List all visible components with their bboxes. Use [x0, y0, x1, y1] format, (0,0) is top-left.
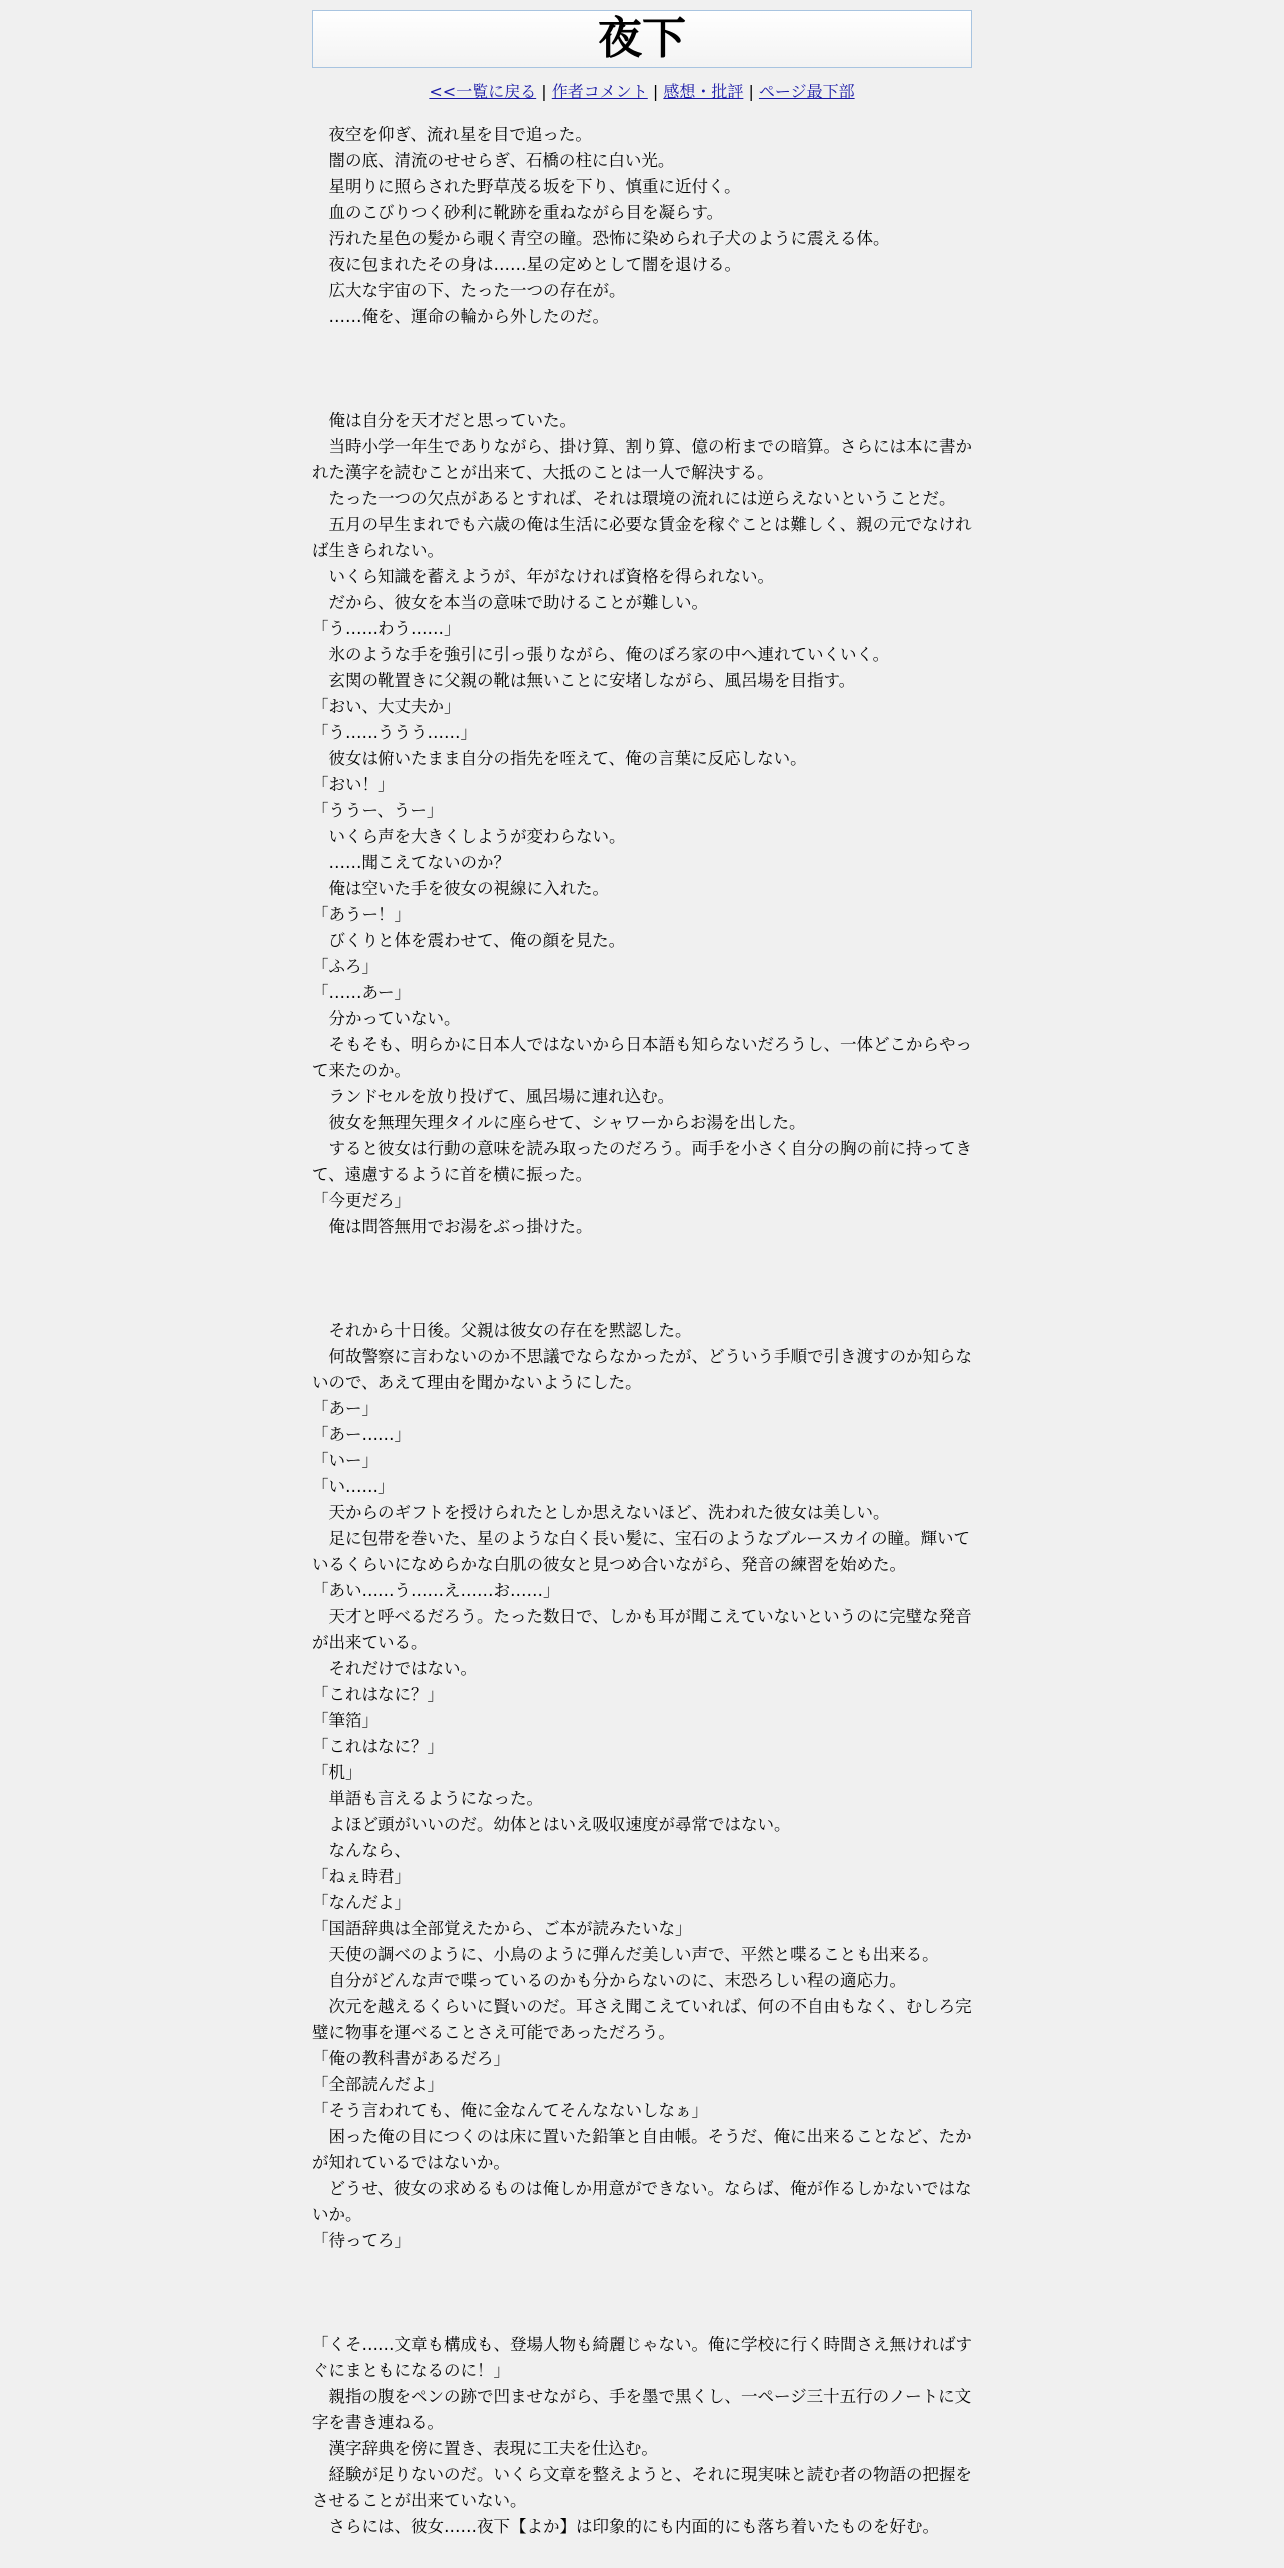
story-paragraph: さらには、彼女……夜下【よか】は印象的にも内面的にも落ち着いたものを好む。 — [312, 2517, 939, 2536]
section-break — [312, 1240, 972, 1318]
story-paragraph: いくら声を大きくしようが変わらない。 — [312, 827, 626, 846]
story-paragraph: 汚れた星色の髪から覗く青空の瞳。恐怖に染められ子犬のように震える体。 — [312, 229, 890, 248]
page-content — [312, 10, 972, 2540]
review-link[interactable]: 感想・批評 — [663, 82, 744, 101]
nav-separator: | — [743, 82, 759, 101]
section-break — [312, 330, 972, 408]
story-paragraph: 漢字辞典を傍に置き、表現に工夫を仕込む。 — [312, 2439, 658, 2458]
story-paragraph: 「そう言われても、俺に金なんてそんなないしなぁ」 — [312, 2101, 708, 2120]
story-paragraph: 「待ってろ」 — [312, 2231, 411, 2250]
story-paragraph: ……聞こえてないのか？ — [312, 853, 510, 872]
story-paragraph: 星明りに照らされた野草茂る坂を下り、慎重に近付く。 — [312, 177, 741, 196]
story-paragraph: 俺は問答無用でお湯をぶっ掛けた。 — [312, 1217, 593, 1236]
story-paragraph: 「あー……」 — [312, 1425, 411, 1444]
author-comment-link[interactable]: 作者コメント — [551, 82, 648, 101]
story-paragraph: 天才と呼べるだろう。たった数日で、しかも耳が聞こえていないというのに完璧な発音が出来ている。 — [312, 1607, 972, 1652]
story-paragraph: 次元を越えるくらいに賢いのだ。耳さえ聞こえていれば、何の不自由もなく、むしろ完璧に物事を運べることさえ可能であっただろう。 — [312, 1997, 972, 2042]
story-paragraph: 「これはなに？」 — [312, 1685, 444, 1704]
story-paragraph: 「机」 — [312, 1763, 362, 1782]
story-paragraph: 「ううー、うー」 — [312, 801, 444, 820]
story-paragraph: 何故警察に言わないのか不思議でならなかったが、どういう手順で引き渡すのか知らないので、あえて理由を聞かないようにした。 — [312, 1347, 972, 1392]
story-paragraph: 「いー」 — [312, 1451, 378, 1470]
story-paragraph: 自分がどんな声で喋っているのかも分からないのに、末恐ろしい程の適応力。 — [312, 1971, 906, 1990]
title-box — [312, 10, 972, 68]
story-paragraph: びくりと体を震わせて、俺の顔を見た。 — [312, 931, 626, 950]
story-paragraph: 玄関の靴置きに父親の靴は無いことに安堵しながら、風呂場を目指す。 — [312, 671, 856, 690]
story-paragraph: 彼女を無理矢理タイルに座らせて、シャワーからお湯を出した。 — [312, 1113, 806, 1132]
section-break — [312, 2254, 972, 2332]
nav-separator: | — [536, 82, 552, 101]
story-paragraph: 「あい……う……え……お……」 — [312, 1581, 560, 1600]
story-paragraph: 「筆箔」 — [312, 1711, 378, 1730]
story-paragraph: どうせ、彼女の求めるものは俺しか用意ができない。ならば、俺が作るしかないではないか。 — [312, 2179, 972, 2224]
nav-separator: | — [647, 82, 664, 101]
story-paragraph: ランドセルを放り投げて、風呂場に連れ込む。 — [312, 1087, 675, 1106]
story-paragraph: よほど頭がいいのだ。幼体とはいえ吸収速度が尋常ではない。 — [312, 1815, 791, 1834]
story-paragraph: 「ねぇ時君」 — [312, 1867, 411, 1886]
page-title: 夜下 — [598, 13, 686, 64]
story-paragraph: 困った俺の目につくのは床に置いた鉛筆と自由帳。そうだ、俺に出来ることなど、たかが知れているではないか。 — [312, 2127, 972, 2172]
story-paragraph: なんなら、 — [312, 1841, 411, 1860]
story-paragraph: それだけではない。 — [312, 1659, 477, 1678]
story-paragraph: それから十日後。父親は彼女の存在を黙認した。 — [312, 1321, 692, 1340]
story-paragraph: 「う……わう……」 — [312, 619, 461, 638]
story-paragraph: 「国語辞典は全部覚えたから、ご本が読みたいな」 — [312, 1919, 692, 1938]
story-paragraph: 「なんだよ」 — [312, 1893, 411, 1912]
story-paragraph: 「おい、大丈夫か」 — [312, 697, 461, 716]
story-paragraph: いくら知識を蓄えようが、年がなければ資格を得られない。 — [312, 567, 774, 586]
story-paragraph: すると彼女は行動の意味を読み取ったのだろう。両手を小さく自分の胸の前に持ってきて、遠慮するように首を横に振った。 — [312, 1139, 972, 1184]
story-paragraph: 足に包帯を巻いた、星のような白く長い髪に、宝石のようなブルースカイの瞳。輝いているくらいになめらかな白肌の彼女と見つめ合いながら、発音の練習を始めた。 — [312, 1529, 971, 1574]
story-paragraph: 「ふろ」 — [312, 957, 378, 976]
story-paragraph: 当時小学一年生でありながら、掛け算、割り算、億の桁までの暗算。さらには本に書かれた漢字を読むことが出来て、大抵のことは一人で解決する。 — [312, 437, 972, 482]
story-paragraph: 彼女は俯いたまま自分の指先を咥えて、俺の言葉に反応しない。 — [312, 749, 807, 768]
story-paragraph: 「い……」 — [312, 1477, 395, 1496]
story-paragraph: たった一つの欠点があるとすれば、それは環境の流れには逆らえないということだ。 — [312, 489, 956, 508]
story-paragraph: だから、彼女を本当の意味で助けることが難しい。 — [312, 593, 708, 612]
story-paragraph: 親指の腹をペンの跡で凹ませながら、手を墨で黒くし、一ページ三十五行のノートに文字を書き連ねる。 — [312, 2387, 972, 2432]
story-paragraph: 俺は自分を天才だと思っていた。 — [312, 411, 576, 430]
story-paragraph: 「くそ……文章も構成も、登場人物も綺麗じゃない。俺に学校に行く時間さえ無ければすぐにまともになるのに！」 — [312, 2335, 972, 2380]
story-paragraph: 広大な宇宙の下、たった一つの存在が。 — [312, 281, 626, 300]
story-paragraph: 「おい！」 — [312, 775, 395, 794]
story-paragraph: 「あうー！」 — [312, 905, 411, 924]
story-paragraph: 俺は空いた手を彼女の視線に入れた。 — [312, 879, 609, 898]
story-paragraph: 「……あー」 — [312, 983, 411, 1002]
story-body — [312, 122, 972, 2540]
story-paragraph: 「俺の教科書があるだろ」 — [312, 2049, 510, 2068]
story-paragraph: 「今更だろ」 — [312, 1191, 411, 1210]
story-paragraph: 五月の早生まれでも六歳の俺は生活に必要な賃金を稼ぐことは難しく、親の元でなければ生きられない。 — [312, 515, 972, 560]
page-bottom-link[interactable]: ページ最下部 — [758, 82, 855, 101]
story-paragraph: 夜に包まれたその身は……星の定めとして闇を退ける。 — [312, 255, 741, 274]
story-paragraph: 闇の底、清流のせせらぎ、石橋の柱に白い光。 — [312, 151, 675, 170]
story-paragraph: 「全部読んだよ」 — [312, 2075, 444, 2094]
story-paragraph: 「あー」 — [312, 1399, 378, 1418]
story-paragraph: 経験が足りないのだ。いくら文章を整えようと、それに現実味と読む者の物語の把握をさせることが出来ていない。 — [312, 2465, 972, 2510]
story-paragraph: 「う……ううう……」 — [312, 723, 477, 742]
story-paragraph: 夜空を仰ぎ、流れ星を目で追った。 — [312, 125, 592, 144]
story-paragraph: 血のこびりつく砂利に靴跡を重ねながら目を凝らす。 — [312, 203, 724, 222]
story-paragraph: 単語も言えるようになった。 — [312, 1789, 543, 1808]
story-paragraph: 氷のような手を強引に引っ張りながら、俺のぼろ家の中へ連れていくいく。 — [312, 645, 890, 664]
back-to-list-link[interactable]: <<一覧に戻る — [429, 82, 537, 101]
story-paragraph: ……俺を、運命の輪から外したのだ。 — [312, 307, 609, 326]
story-paragraph: 「これはなに？」 — [312, 1737, 444, 1756]
story-paragraph: 天使の調べのように、小鳥のように弾んだ美しい声で、平然と喋ることも出来る。 — [312, 1945, 939, 1964]
story-paragraph: そもそも、明らかに日本人ではないから日本語も知らないだろうし、一体どこからやって来たのか。 — [312, 1035, 972, 1080]
story-paragraph: 分かっていない。 — [312, 1009, 461, 1028]
story-paragraph: 天からのギフトを授けられたとしか思えないほど、洗われた彼女は美しい。 — [312, 1503, 890, 1522]
nav-links — [312, 81, 972, 103]
